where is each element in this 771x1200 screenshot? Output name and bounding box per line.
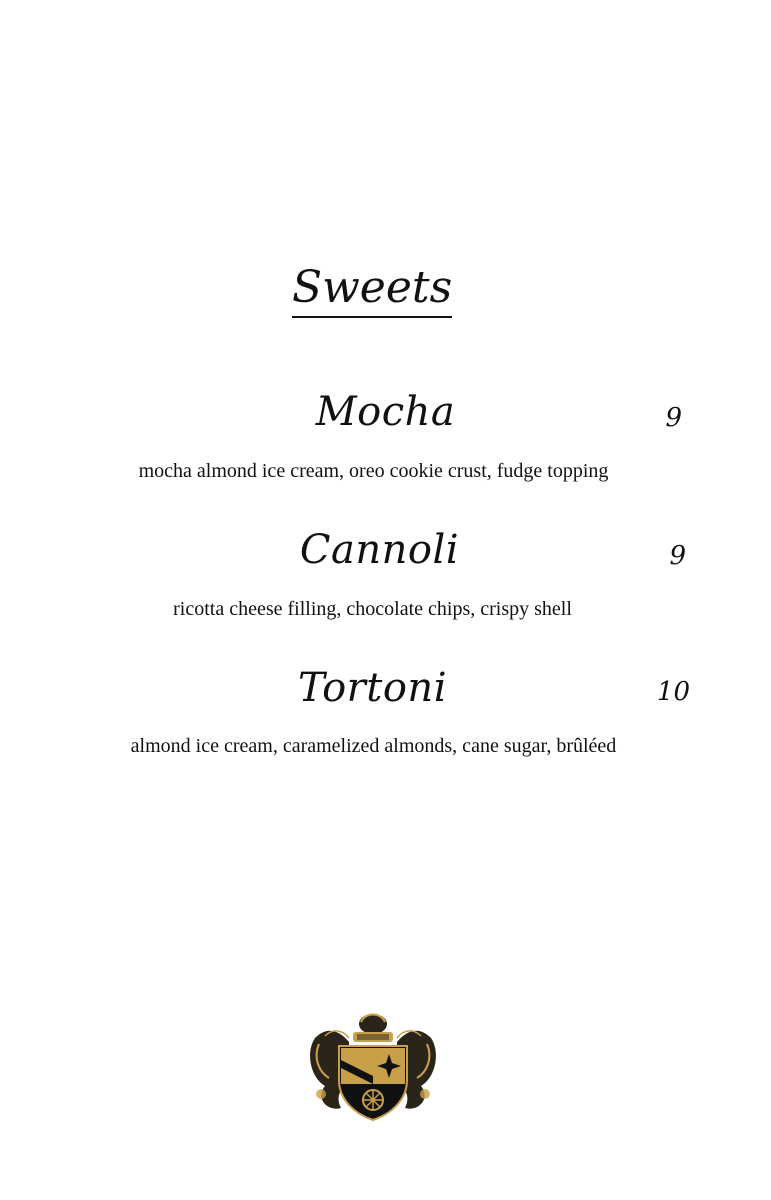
title-underline xyxy=(292,316,452,318)
menu-item-description: mocha almond ice cream, oreo cookie crust, fudge topping xyxy=(138,460,609,482)
menu-item-name: Cannoli xyxy=(299,527,460,573)
menu-item-price: 9 xyxy=(665,403,682,433)
family-crest-icon xyxy=(305,1008,441,1122)
menu-item-price: 10 xyxy=(656,677,690,707)
menu-item-price: 9 xyxy=(669,541,686,571)
page-title: Sweets xyxy=(292,262,453,313)
menu-item-description: ricotta cheese filling, chocolate chips, crispy shell xyxy=(173,598,572,620)
menu-item-name: Mocha xyxy=(315,389,456,435)
menu-item-name: Tortoni xyxy=(298,665,447,711)
menu-item-description: almond ice cream, caramelized almonds, cane sugar, brûléed xyxy=(130,735,617,757)
